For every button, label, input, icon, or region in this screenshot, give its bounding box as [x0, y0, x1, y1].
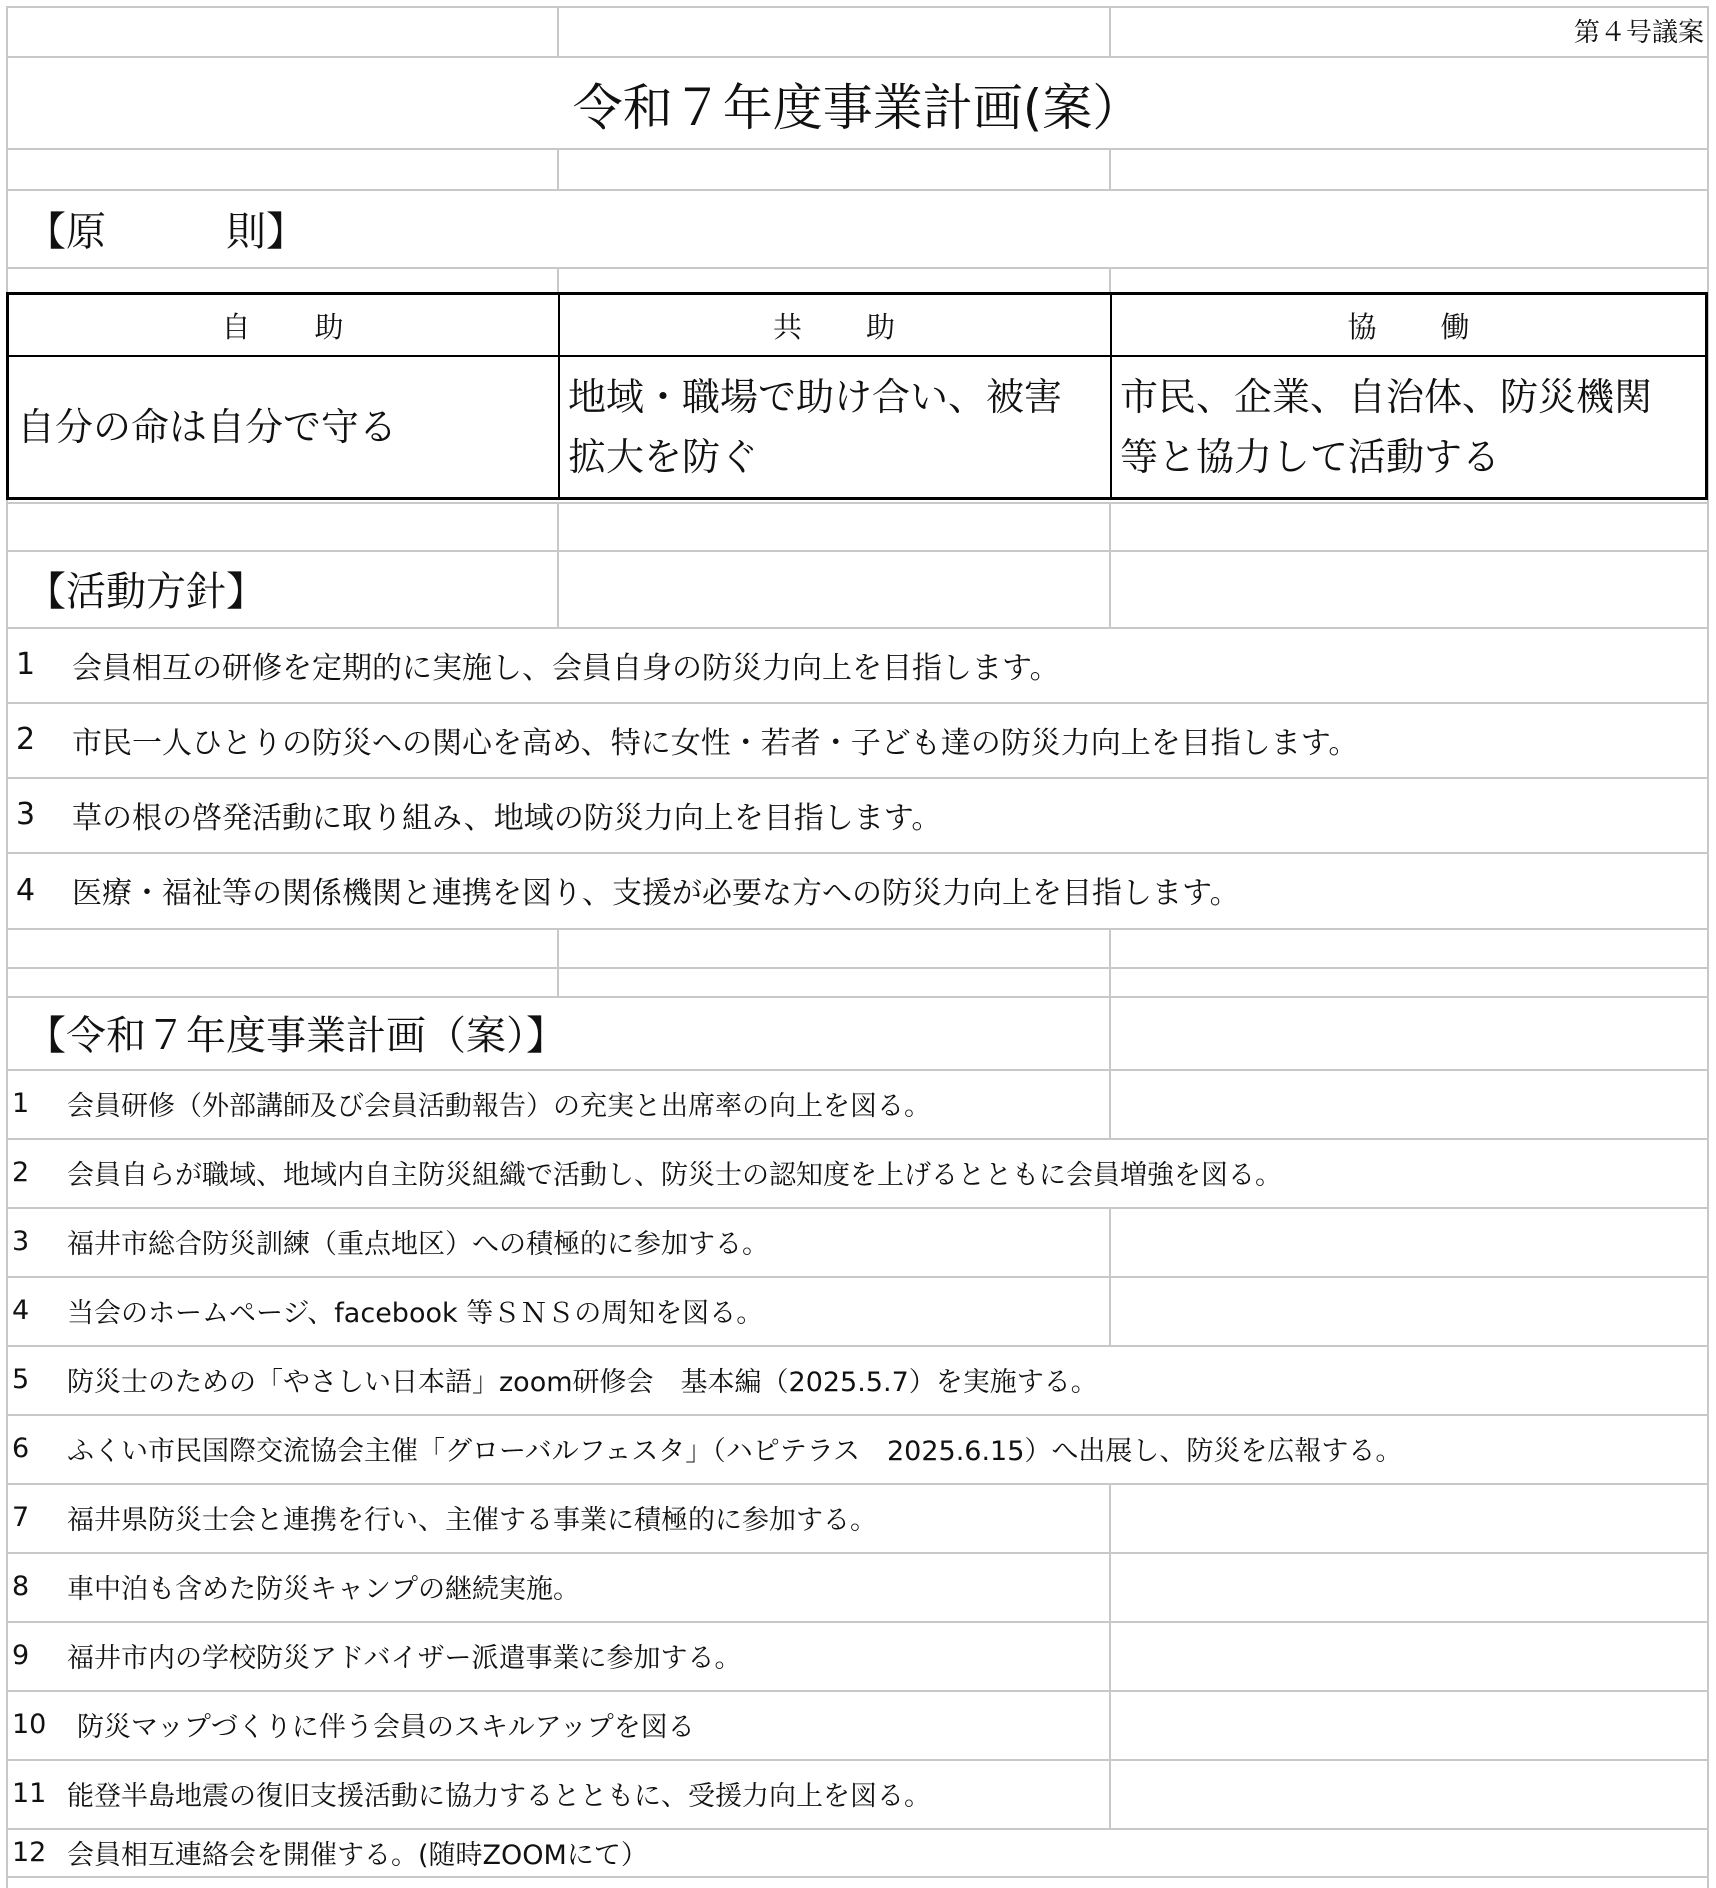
plan-item: [12, 1138, 1282, 1207]
plan-item: [12, 1828, 648, 1876]
item-number: 11: [12, 1778, 47, 1809]
item-text: 会員自らが職域、地域内自主防災組織で活動し、防災士の認知度を上げるとともに会員増強を図る。: [67, 1160, 1282, 1191]
grid-line: [1109, 148, 1111, 189]
item-number: 7: [12, 1502, 30, 1533]
item-number: 4: [16, 872, 36, 908]
item-text: 医療・福祉等の関係機関と連携を図り、支援が必要な方への防災力向上を目指します。: [72, 876, 1240, 911]
item-number: 4: [12, 1295, 30, 1326]
grid-line: [1109, 502, 1111, 627]
policy-item: [16, 777, 941, 852]
item-text: 会員相互の研修を定期的に実施し、会員自身の防災力向上を目指します。: [72, 650, 1060, 686]
item-number: 8: [12, 1571, 30, 1602]
grid-line: [1109, 1207, 1111, 1345]
grid-line: [1109, 928, 1111, 1069]
item-text: 会員研修（外部講師及び会員活動報告）の充実と出席率の向上を図る。: [67, 1091, 931, 1122]
item-text: 福井市総合防災訓練（重点地区）への積極的に参加する。: [67, 1229, 769, 1260]
grid-line: [6, 267, 1709, 269]
item-text: 当会のホームページ、facebook 等ＳＮＳの周知を図る。: [67, 1298, 764, 1329]
item-text: 会員相互連絡会を開催する。(随時ZOOMにて）: [67, 1839, 648, 1871]
document-number: 第４号議案: [1573, 17, 1704, 48]
policy-item: [16, 702, 1358, 777]
grid-line: [6, 502, 1709, 504]
item-text: 福井市内の学校防災アドバイザー派遣事業に参加する。: [67, 1643, 742, 1674]
item-text: 防災士のための「やさしい日本語」zoom研修会 基本編（2025.5.7）を実施する。: [67, 1367, 1098, 1398]
item-number: 9: [12, 1640, 30, 1671]
item-text: ふくい市民国際交流協会主催「グローバルフェスタ」（ハピテラス 2025.6.15）へ出展し、防災を広報する。: [67, 1436, 1403, 1467]
grid-line: [557, 267, 559, 292]
principle-header-self-help: 自 助: [221, 309, 346, 344]
plan-item: [12, 1552, 580, 1621]
item-text: 市民一人ひとりの防災への関心を高め、特に女性・若者・子ども達の防災力向上を目指します。: [72, 725, 1359, 761]
grid-line: [557, 928, 559, 996]
grid-line: [557, 148, 559, 189]
grid-line: [6, 148, 1709, 150]
principle-text-line: 等と協力して活動する: [1120, 435, 1501, 479]
plan-item: [12, 1414, 1402, 1483]
item-number: 1: [16, 647, 36, 682]
grid-line: [6, 6, 1709, 8]
item-number: 3: [16, 797, 36, 832]
grid-line: [6, 928, 1709, 930]
item-number: 6: [12, 1433, 30, 1464]
principle-header-mutual-help: 共 助: [772, 309, 897, 344]
grid-line: [6, 1876, 1709, 1878]
policy-heading: 【活動方針】: [26, 569, 266, 615]
grid-line: [557, 502, 559, 627]
item-number: 12: [12, 1836, 47, 1868]
principle-text-line: 拡大を防ぐ: [568, 435, 759, 479]
item-text: 能登半島地震の復旧支援活動に協力するとともに、受援力向上を図る。: [67, 1781, 931, 1812]
grid-line: [6, 6, 8, 1888]
principles-heading: 【原 則】: [26, 208, 306, 255]
grid-line: [1109, 1483, 1111, 1828]
grid-line: [6, 967, 1709, 969]
plan-heading: 【令和７年度事業計画（案）】: [26, 1013, 566, 1059]
principle-text-cooperation: [1112, 357, 1707, 497]
principle-header-cooperation: 協 働: [1347, 309, 1472, 344]
policy-item: [16, 852, 1240, 928]
principle-text-mutual-help: [560, 357, 1110, 497]
policy-item: [16, 627, 1060, 702]
item-number: 5: [12, 1364, 30, 1395]
plan-item: [12, 1621, 741, 1690]
plan-item: [12, 1483, 877, 1552]
item-number: 1: [12, 1088, 30, 1119]
page-title: 令和７年度事業計画(案）: [572, 79, 1143, 137]
item-number: 3: [12, 1226, 30, 1257]
item-text: 車中泊も含めた防災キャンプの継続実施。: [67, 1574, 580, 1605]
item-text: 草の根の啓発活動に取り組み、地域の防災力向上を目指します。: [72, 800, 942, 836]
plan-item: [12, 1345, 1098, 1414]
principle-text-line: 自分の命は自分で守る: [17, 405, 398, 449]
grid-line: [1109, 1069, 1111, 1138]
grid-line: [6, 56, 1709, 58]
item-number: 10: [12, 1709, 47, 1740]
principle-text-self-help: [9, 357, 558, 497]
plan-item: [12, 1276, 763, 1345]
grid-line: [1707, 6, 1709, 1888]
item-text: 防災マップづくりに伴う会員のスキルアップを図る: [77, 1712, 695, 1743]
item-text: 福井県防災士会と連携を行い、主催する事業に積極的に参加する。: [67, 1505, 877, 1536]
grid-line: [557, 6, 559, 56]
item-number: 2: [16, 722, 36, 757]
plan-item: [12, 1069, 931, 1138]
grid-line: [1109, 6, 1111, 56]
plan-item: [12, 1207, 769, 1276]
principle-text-line: 地域・職場で助け合い、被害: [568, 375, 1063, 419]
plan-item: [12, 1759, 931, 1828]
principles-table: [6, 292, 1708, 500]
grid-line: [1109, 267, 1111, 292]
item-number: 2: [12, 1157, 30, 1188]
plan-item: [12, 1690, 695, 1759]
principle-text-line: 市民、企業、自治体、防災機関: [1120, 375, 1653, 419]
